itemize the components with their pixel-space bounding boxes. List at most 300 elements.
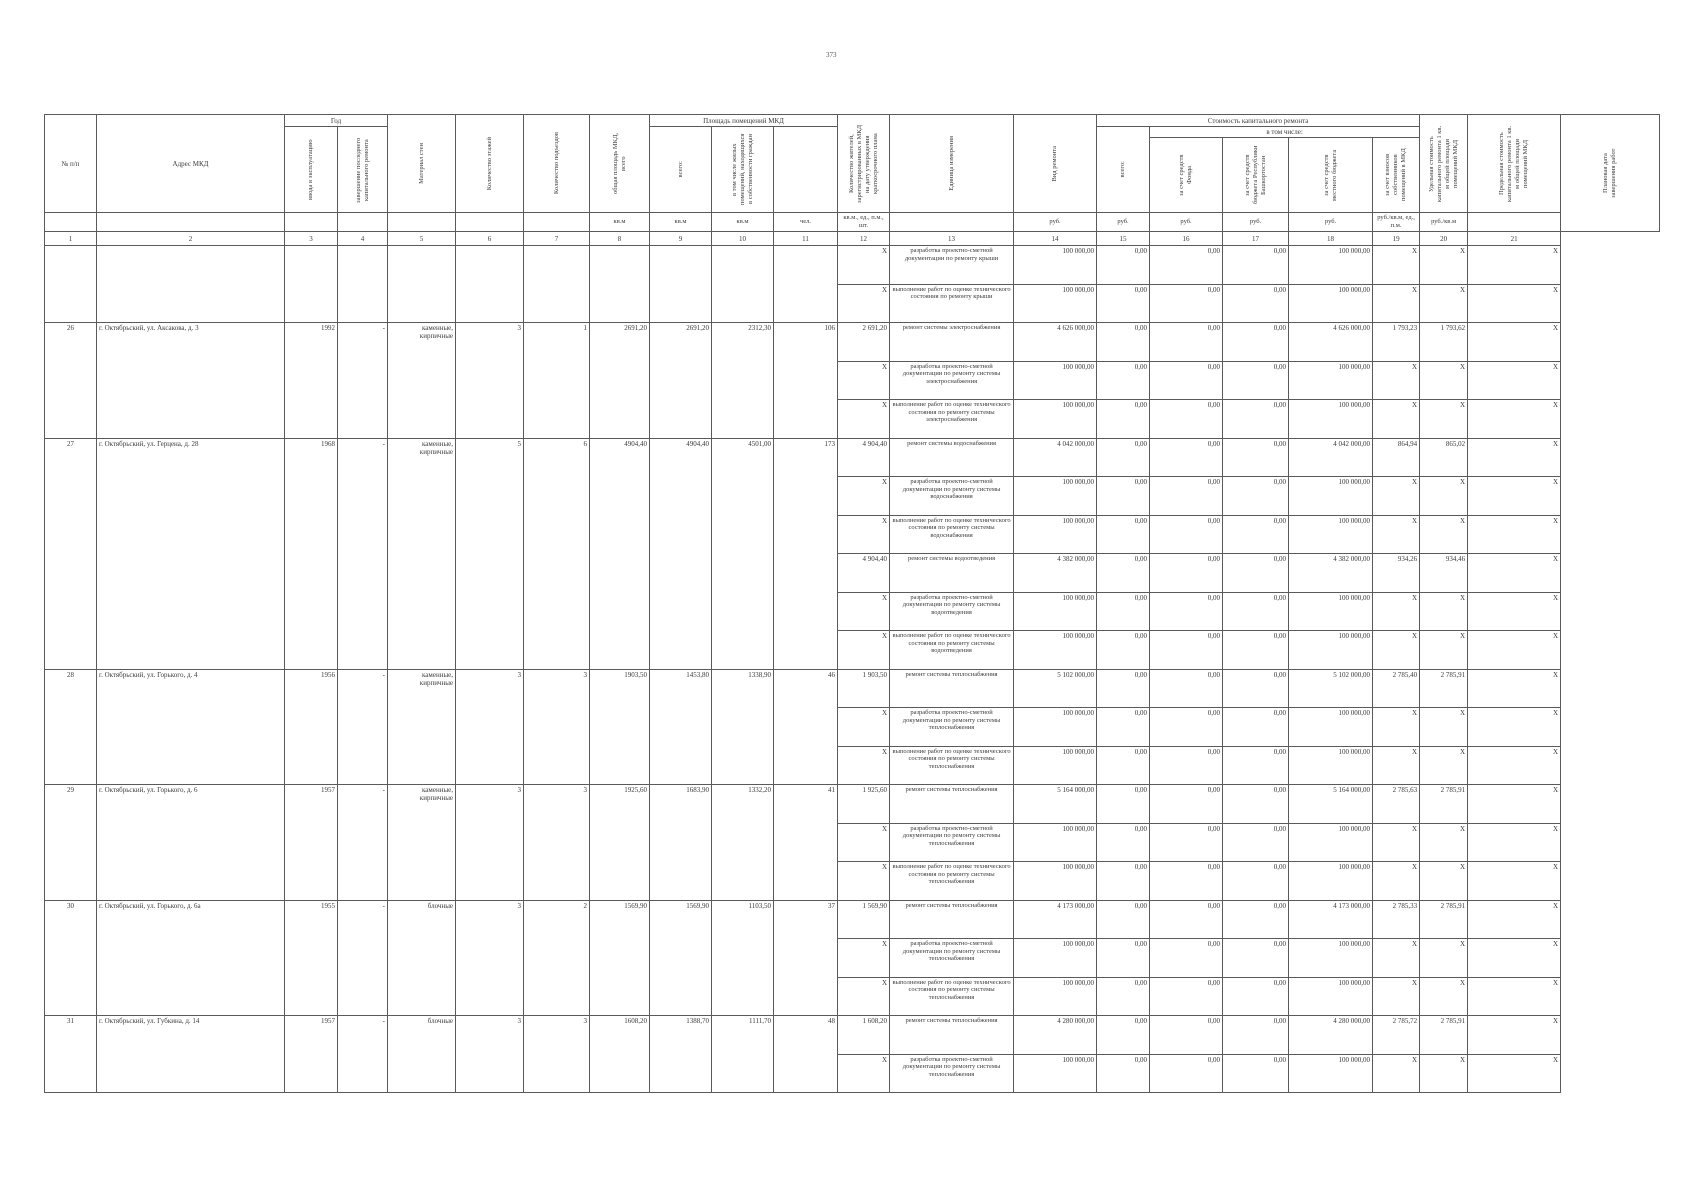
work-measure: X — [838, 939, 890, 978]
building-floors: 5 — [456, 438, 524, 669]
building-residents: 41 — [774, 785, 838, 901]
work-fund: 0,00 — [1097, 361, 1150, 400]
work-work: ремонт системы электроснабжения — [890, 323, 1014, 362]
work-measure: 4 904,40 — [838, 554, 890, 593]
work-unit: X — [1373, 400, 1420, 439]
work-date: X — [1468, 1016, 1561, 1055]
table-row — [45, 669, 1660, 708]
work-date: X — [1468, 631, 1561, 670]
building-year: 1968 — [285, 438, 338, 669]
work-max: X — [1420, 400, 1468, 439]
col-num: 4 — [338, 232, 388, 246]
work-local: 0,00 — [1223, 669, 1289, 708]
building-owned: 1338,90 — [712, 669, 774, 785]
col-num: 12 — [838, 232, 890, 246]
work-rep: 0,00 — [1150, 515, 1223, 554]
col-num: 14 — [1014, 232, 1097, 246]
work-work: разработка проектно-сметной документации по ремонту системы теплоснабжения — [890, 1054, 1014, 1093]
work-unit: X — [1373, 977, 1420, 1016]
work-max: X — [1420, 977, 1468, 1016]
building-address: г. Октябрьский, ул. Горького, д. 6 — [97, 785, 285, 901]
work-local: 0,00 — [1223, 785, 1289, 824]
work-local: 0,00 — [1223, 708, 1289, 747]
building-residents: 173 — [774, 438, 838, 669]
work-local: 0,00 — [1223, 400, 1289, 439]
building-material: каменные, кирпичные — [388, 438, 456, 669]
work-total: 100 000,00 — [1014, 862, 1097, 901]
work-total: 4 173 000,00 — [1014, 900, 1097, 939]
work-max: X — [1420, 592, 1468, 631]
work-total: 100 000,00 — [1014, 515, 1097, 554]
work-fund: 0,00 — [1097, 708, 1150, 747]
capital-repair-plan-table — [44, 114, 1660, 1093]
work-work: ремонт системы теплоснабжения — [890, 669, 1014, 708]
table-row — [45, 323, 1660, 362]
work-rep: 0,00 — [1150, 900, 1223, 939]
building-num: 31 — [45, 1016, 97, 1093]
work-max: X — [1420, 515, 1468, 554]
work-date: X — [1468, 554, 1561, 593]
work-date: X — [1468, 862, 1561, 901]
header-num: № п/п — [45, 115, 97, 213]
work-local: 0,00 — [1223, 515, 1289, 554]
work-work: разработка проектно-сметной документации по ремонту системы теплоснабжения — [890, 939, 1014, 978]
building-material: блочные — [388, 1016, 456, 1093]
work-total: 5 102 000,00 — [1014, 669, 1097, 708]
work-owners: 5 164 000,00 — [1289, 785, 1373, 824]
work-fund: 0,00 — [1097, 592, 1150, 631]
work-date: X — [1468, 669, 1561, 708]
building-floors: 3 — [456, 785, 524, 901]
unit-12: кв.м., ед., п.м., шт. — [838, 213, 890, 232]
work-max: X — [1420, 361, 1468, 400]
building-address: г. Октябрьский, ул. Горького, д. 6а — [97, 900, 285, 1016]
building-area: 1925,60 — [590, 785, 650, 901]
work-owners: 100 000,00 — [1289, 477, 1373, 516]
work-total: 100 000,00 — [1014, 977, 1097, 1016]
work-fund: 0,00 — [1097, 400, 1150, 439]
work-owners: 4 626 000,00 — [1289, 323, 1373, 362]
building-last: - — [338, 438, 388, 669]
work-max: 2 785,91 — [1420, 900, 1468, 939]
work-total: 100 000,00 — [1014, 246, 1097, 285]
col-num: 8 — [590, 232, 650, 246]
building-year: 1957 — [285, 785, 338, 901]
work-max: X — [1420, 631, 1468, 670]
work-total: 100 000,00 — [1014, 592, 1097, 631]
unit-15: руб. — [1097, 213, 1150, 232]
work-measure: X — [838, 862, 890, 901]
header-premises-group: Площадь помещений МКД — [650, 115, 838, 127]
header-cost-republic: за счет средств бюджета Республики Башкортостан — [1223, 138, 1289, 213]
col-num: 3 — [285, 232, 338, 246]
work-fund: 0,00 — [1097, 438, 1150, 477]
work-rep: 0,00 — [1150, 1054, 1223, 1093]
col-num: 17 — [1223, 232, 1289, 246]
building-year: 1992 — [285, 323, 338, 439]
work-date: X — [1468, 785, 1561, 824]
unit-17: руб. — [1223, 213, 1289, 232]
work-rep: 0,00 — [1150, 1016, 1223, 1055]
header-residents: Количество жителей, зарегистрированных в МКД на дату утверждения краткосрочного плана — [838, 115, 890, 213]
building-residents: 48 — [774, 1016, 838, 1093]
col-num: 16 — [1150, 232, 1223, 246]
work-owners: 100 000,00 — [1289, 515, 1373, 554]
work-local: 0,00 — [1223, 977, 1289, 1016]
work-date: X — [1468, 708, 1561, 747]
col-num: 15 — [1097, 232, 1150, 246]
header-wall-material: Материал стен — [388, 115, 456, 213]
building-material: каменные, кирпичные — [388, 669, 456, 785]
work-owners: 100 000,00 — [1289, 1054, 1373, 1093]
building-entrances: 3 — [524, 669, 590, 785]
table-row — [45, 438, 1660, 477]
work-measure: X — [838, 361, 890, 400]
work-rep: 0,00 — [1150, 823, 1223, 862]
work-work: выполнение работ по оценке технического состояния по ремонту системы теплоснабжения — [890, 862, 1014, 901]
building-year: 1957 — [285, 1016, 338, 1093]
work-rep: 0,00 — [1150, 592, 1223, 631]
col-num: 21 — [1468, 232, 1561, 246]
work-fund: 0,00 — [1097, 554, 1150, 593]
header-work-type: Вид ремонта — [1014, 115, 1097, 213]
col-num: 2 — [97, 232, 285, 246]
work-local: 0,00 — [1223, 1016, 1289, 1055]
work-date: X — [1468, 323, 1561, 362]
work-local: 0,00 — [1223, 284, 1289, 323]
work-owners: 4 280 000,00 — [1289, 1016, 1373, 1055]
work-date: X — [1468, 515, 1561, 554]
header-cost-owners: за счет взносов собственников помещений в МКД — [1373, 138, 1420, 213]
header-unit-measure: Единица измерения — [890, 115, 1014, 213]
work-unit: X — [1373, 592, 1420, 631]
unit-9: кв.м — [650, 213, 712, 232]
work-work: ремонт системы теплоснабжения — [890, 785, 1014, 824]
header-cost-total: всего: — [1097, 127, 1150, 213]
work-local: 0,00 — [1223, 746, 1289, 785]
work-work: выполнение работ по оценке технического состояния по ремонту системы теплоснабжения — [890, 746, 1014, 785]
work-measure: 1 903,50 — [838, 669, 890, 708]
table-row — [45, 1016, 1660, 1055]
work-owners: 100 000,00 — [1289, 746, 1373, 785]
work-max: 2 785,91 — [1420, 669, 1468, 708]
work-local: 0,00 — [1223, 939, 1289, 978]
work-work: разработка проектно-сметной документации по ремонту системы теплоснабжения — [890, 708, 1014, 747]
work-local: 0,00 — [1223, 823, 1289, 862]
building-entrances: 3 — [524, 785, 590, 901]
building-entrances: 2 — [524, 900, 590, 1016]
units-row — [45, 213, 1660, 232]
work-unit: 2 785,63 — [1373, 785, 1420, 824]
work-work: разработка проектно-сметной документации по ремонту крыши — [890, 246, 1014, 285]
building-owned: 2312,30 — [712, 323, 774, 439]
col-num: 20 — [1420, 232, 1468, 246]
work-unit: X — [1373, 862, 1420, 901]
work-unit: 2 785,72 — [1373, 1016, 1420, 1055]
work-date: X — [1468, 361, 1561, 400]
work-max: X — [1420, 477, 1468, 516]
work-fund: 0,00 — [1097, 246, 1150, 285]
work-work: ремонт системы теплоснабжения — [890, 900, 1014, 939]
work-max: X — [1420, 823, 1468, 862]
unit-18: руб. — [1289, 213, 1373, 232]
work-date: X — [1468, 284, 1561, 323]
work-owners: 100 000,00 — [1289, 939, 1373, 978]
building-premises: 1569,90 — [650, 900, 712, 1016]
building-residents: 46 — [774, 669, 838, 785]
header-premises-total: всего: — [650, 127, 712, 213]
work-owners: 4 173 000,00 — [1289, 900, 1373, 939]
work-max: 865,02 — [1420, 438, 1468, 477]
work-rep: 0,00 — [1150, 361, 1223, 400]
work-unit: X — [1373, 708, 1420, 747]
work-measure: X — [838, 746, 890, 785]
building-owned: 1332,20 — [712, 785, 774, 901]
work-max: 2 785,91 — [1420, 785, 1468, 824]
header-total-area: общая площадь МКД, всего — [590, 115, 650, 213]
work-rep: 0,00 — [1150, 477, 1223, 516]
unit-20: руб./кв.м — [1420, 213, 1468, 232]
building-residents: 37 — [774, 900, 838, 1016]
building-num: 27 — [45, 438, 97, 669]
work-fund: 0,00 — [1097, 746, 1150, 785]
building-area: 1569,90 — [590, 900, 650, 1016]
work-unit: X — [1373, 823, 1420, 862]
work-date: X — [1468, 592, 1561, 631]
work-local: 0,00 — [1223, 323, 1289, 362]
work-total: 100 000,00 — [1014, 400, 1097, 439]
building-floors: 3 — [456, 323, 524, 439]
work-max: X — [1420, 708, 1468, 747]
work-rep: 0,00 — [1150, 284, 1223, 323]
building-num: 30 — [45, 900, 97, 1016]
work-rep: 0,00 — [1150, 977, 1223, 1016]
work-local: 0,00 — [1223, 361, 1289, 400]
building-floors: 3 — [456, 900, 524, 1016]
col-num: 11 — [774, 232, 838, 246]
work-owners: 100 000,00 — [1289, 284, 1373, 323]
work-work: ремонт системы водоотведения — [890, 554, 1014, 593]
header-year-group: Год — [285, 115, 388, 127]
work-owners: 4 042 000,00 — [1289, 438, 1373, 477]
work-unit: 2 785,40 — [1373, 669, 1420, 708]
header-premises-extra — [774, 127, 838, 213]
work-owners: 100 000,00 — [1289, 361, 1373, 400]
work-unit: 1 793,23 — [1373, 323, 1420, 362]
work-local: 0,00 — [1223, 1054, 1289, 1093]
work-work: разработка проектно-сметной документации по ремонту системы электроснабжения — [890, 361, 1014, 400]
building-residents: 106 — [774, 323, 838, 439]
building-last: - — [338, 669, 388, 785]
unit-19: руб./кв.м, ед., п.м. — [1373, 213, 1420, 232]
work-fund: 0,00 — [1097, 477, 1150, 516]
work-rep: 0,00 — [1150, 785, 1223, 824]
building-premises: 1388,70 — [650, 1016, 712, 1093]
work-measure: X — [838, 631, 890, 670]
work-fund: 0,00 — [1097, 284, 1150, 323]
work-total: 4 626 000,00 — [1014, 323, 1097, 362]
work-date: X — [1468, 746, 1561, 785]
work-measure: 1 608,20 — [838, 1016, 890, 1055]
work-measure: 4 904,40 — [838, 438, 890, 477]
work-owners: 100 000,00 — [1289, 823, 1373, 862]
work-measure: X — [838, 592, 890, 631]
building-area: 2691,20 — [590, 323, 650, 439]
work-unit: X — [1373, 939, 1420, 978]
building-premises: 4904,40 — [650, 438, 712, 669]
header-plan-date: Плановая дата завершения работ — [1561, 115, 1660, 232]
table-row — [45, 785, 1660, 824]
col-num: 7 — [524, 232, 590, 246]
page-number: 373 — [826, 51, 837, 59]
work-fund: 0,00 — [1097, 669, 1150, 708]
building-floors: 3 — [456, 669, 524, 785]
work-measure: X — [838, 708, 890, 747]
work-fund: 0,00 — [1097, 323, 1150, 362]
work-work: выполнение работ по оценке технического состояния по ремонту системы водоотведения — [890, 631, 1014, 670]
col-num: 6 — [456, 232, 524, 246]
work-work: ремонт системы водоснабжения — [890, 438, 1014, 477]
building-last: - — [338, 900, 388, 1016]
work-max: X — [1420, 862, 1468, 901]
work-local: 0,00 — [1223, 631, 1289, 670]
building-last: - — [338, 1016, 388, 1093]
work-max: 2 785,91 — [1420, 1016, 1468, 1055]
work-fund: 0,00 — [1097, 631, 1150, 670]
work-total: 4 382 000,00 — [1014, 554, 1097, 593]
work-work: выполнение работ по оценке технического состояния по ремонту крыши — [890, 284, 1014, 323]
work-measure: X — [838, 284, 890, 323]
work-owners: 100 000,00 — [1289, 592, 1373, 631]
header-floors: Количество этажей — [456, 115, 524, 213]
work-fund: 0,00 — [1097, 862, 1150, 901]
building-premises: 2691,20 — [650, 323, 712, 439]
work-measure: 1 569,90 — [838, 900, 890, 939]
work-owners: 100 000,00 — [1289, 977, 1373, 1016]
work-unit: 934,26 — [1373, 554, 1420, 593]
col-num: 5 — [388, 232, 456, 246]
building-address: г. Октябрьский, ул. Аксакова, д. 3 — [97, 323, 285, 439]
header-entrances: Количество подъездов — [524, 115, 590, 213]
work-fund: 0,00 — [1097, 939, 1150, 978]
work-owners: 100 000,00 — [1289, 862, 1373, 901]
work-local: 0,00 — [1223, 438, 1289, 477]
work-total: 100 000,00 — [1014, 477, 1097, 516]
work-total: 100 000,00 — [1014, 631, 1097, 670]
work-unit: X — [1373, 1054, 1420, 1093]
work-total: 5 164 000,00 — [1014, 785, 1097, 824]
work-max: X — [1420, 1054, 1468, 1093]
work-date: X — [1468, 939, 1561, 978]
work-owners: 100 000,00 — [1289, 246, 1373, 285]
work-date: X — [1468, 1054, 1561, 1093]
work-unit: X — [1373, 284, 1420, 323]
work-measure: X — [838, 977, 890, 1016]
work-total: 100 000,00 — [1014, 1054, 1097, 1093]
work-rep: 0,00 — [1150, 746, 1223, 785]
header-year-commission: ввода в эксплуатацию — [285, 127, 338, 213]
building-address: г. Октябрьский, ул. Горького, д. 4 — [97, 669, 285, 785]
work-measure: X — [838, 400, 890, 439]
work-work: выполнение работ по оценке технического состояния по ремонту системы электроснабжения — [890, 400, 1014, 439]
header-premises-owned: в том числе жилых помещений, находящихся в собственности граждан — [712, 127, 774, 213]
work-unit: X — [1373, 746, 1420, 785]
building-entrances: 3 — [524, 1016, 590, 1093]
building-owned: 1103,50 — [712, 900, 774, 1016]
header-max-cost: Предельная стоимость капитального ремонта 1 кв. м общей площади помещений МКД — [1468, 115, 1561, 213]
building-material: каменные, кирпичные — [388, 785, 456, 901]
work-owners: 100 000,00 — [1289, 400, 1373, 439]
unit-8: кв.м — [590, 213, 650, 232]
col-num: 1 — [45, 232, 97, 246]
table-row — [45, 900, 1660, 939]
work-local: 0,00 — [1223, 246, 1289, 285]
work-date: X — [1468, 900, 1561, 939]
building-premises: 1453,80 — [650, 669, 712, 785]
work-measure: X — [838, 1054, 890, 1093]
work-total: 100 000,00 — [1014, 361, 1097, 400]
work-fund: 0,00 — [1097, 785, 1150, 824]
work-max: X — [1420, 246, 1468, 285]
work-work: ремонт системы теплоснабжения — [890, 1016, 1014, 1055]
header-year-last-repair: завершение последнего капитального ремонта — [338, 127, 388, 213]
work-date: X — [1468, 400, 1561, 439]
work-max: X — [1420, 939, 1468, 978]
work-rep: 0,00 — [1150, 554, 1223, 593]
header-unit-cost: Удельная стоимость капитального ремонта 1 кв. м общей площади помещений МКД — [1420, 115, 1468, 213]
work-work: выполнение работ по оценке технического состояния по ремонту системы теплоснабжения — [890, 977, 1014, 1016]
work-measure: 1 925,60 — [838, 785, 890, 824]
building-num: 29 — [45, 785, 97, 901]
building-year: 1956 — [285, 669, 338, 785]
work-rep: 0,00 — [1150, 246, 1223, 285]
work-measure: X — [838, 477, 890, 516]
building-area: 4904,40 — [590, 438, 650, 669]
header-cost-group: Стоимость капитального ремонта — [1097, 115, 1420, 127]
work-fund: 0,00 — [1097, 515, 1150, 554]
building-premises: 1683,90 — [650, 785, 712, 901]
header-cost-fund: за счет средств Фонда — [1150, 138, 1223, 213]
work-date: X — [1468, 438, 1561, 477]
col-num: 19 — [1373, 232, 1420, 246]
work-total: 100 000,00 — [1014, 284, 1097, 323]
building-material: каменные, кирпичные — [388, 323, 456, 439]
building-address: г. Октябрьский, ул. Герцена, д. 28 — [97, 438, 285, 669]
building-owned: 1111,70 — [712, 1016, 774, 1093]
work-work: разработка проектно-сметной документации по ремонту системы водоснабжения — [890, 477, 1014, 516]
unit-11: чел. — [774, 213, 838, 232]
building-entrances: 6 — [524, 438, 590, 669]
col-num: 10 — [712, 232, 774, 246]
work-local: 0,00 — [1223, 554, 1289, 593]
work-total: 4 042 000,00 — [1014, 438, 1097, 477]
work-fund: 0,00 — [1097, 1054, 1150, 1093]
work-date: X — [1468, 823, 1561, 862]
work-date: X — [1468, 477, 1561, 516]
work-fund: 0,00 — [1097, 977, 1150, 1016]
col-num: 9 — [650, 232, 712, 246]
work-max: X — [1420, 746, 1468, 785]
work-total: 4 280 000,00 — [1014, 1016, 1097, 1055]
work-date: X — [1468, 246, 1561, 285]
header-row-1 — [45, 115, 1660, 127]
work-rep: 0,00 — [1150, 669, 1223, 708]
building-floors: 3 — [456, 1016, 524, 1093]
work-rep: 0,00 — [1150, 631, 1223, 670]
building-owned: 4501,00 — [712, 438, 774, 669]
work-rep: 0,00 — [1150, 708, 1223, 747]
work-total: 100 000,00 — [1014, 939, 1097, 978]
